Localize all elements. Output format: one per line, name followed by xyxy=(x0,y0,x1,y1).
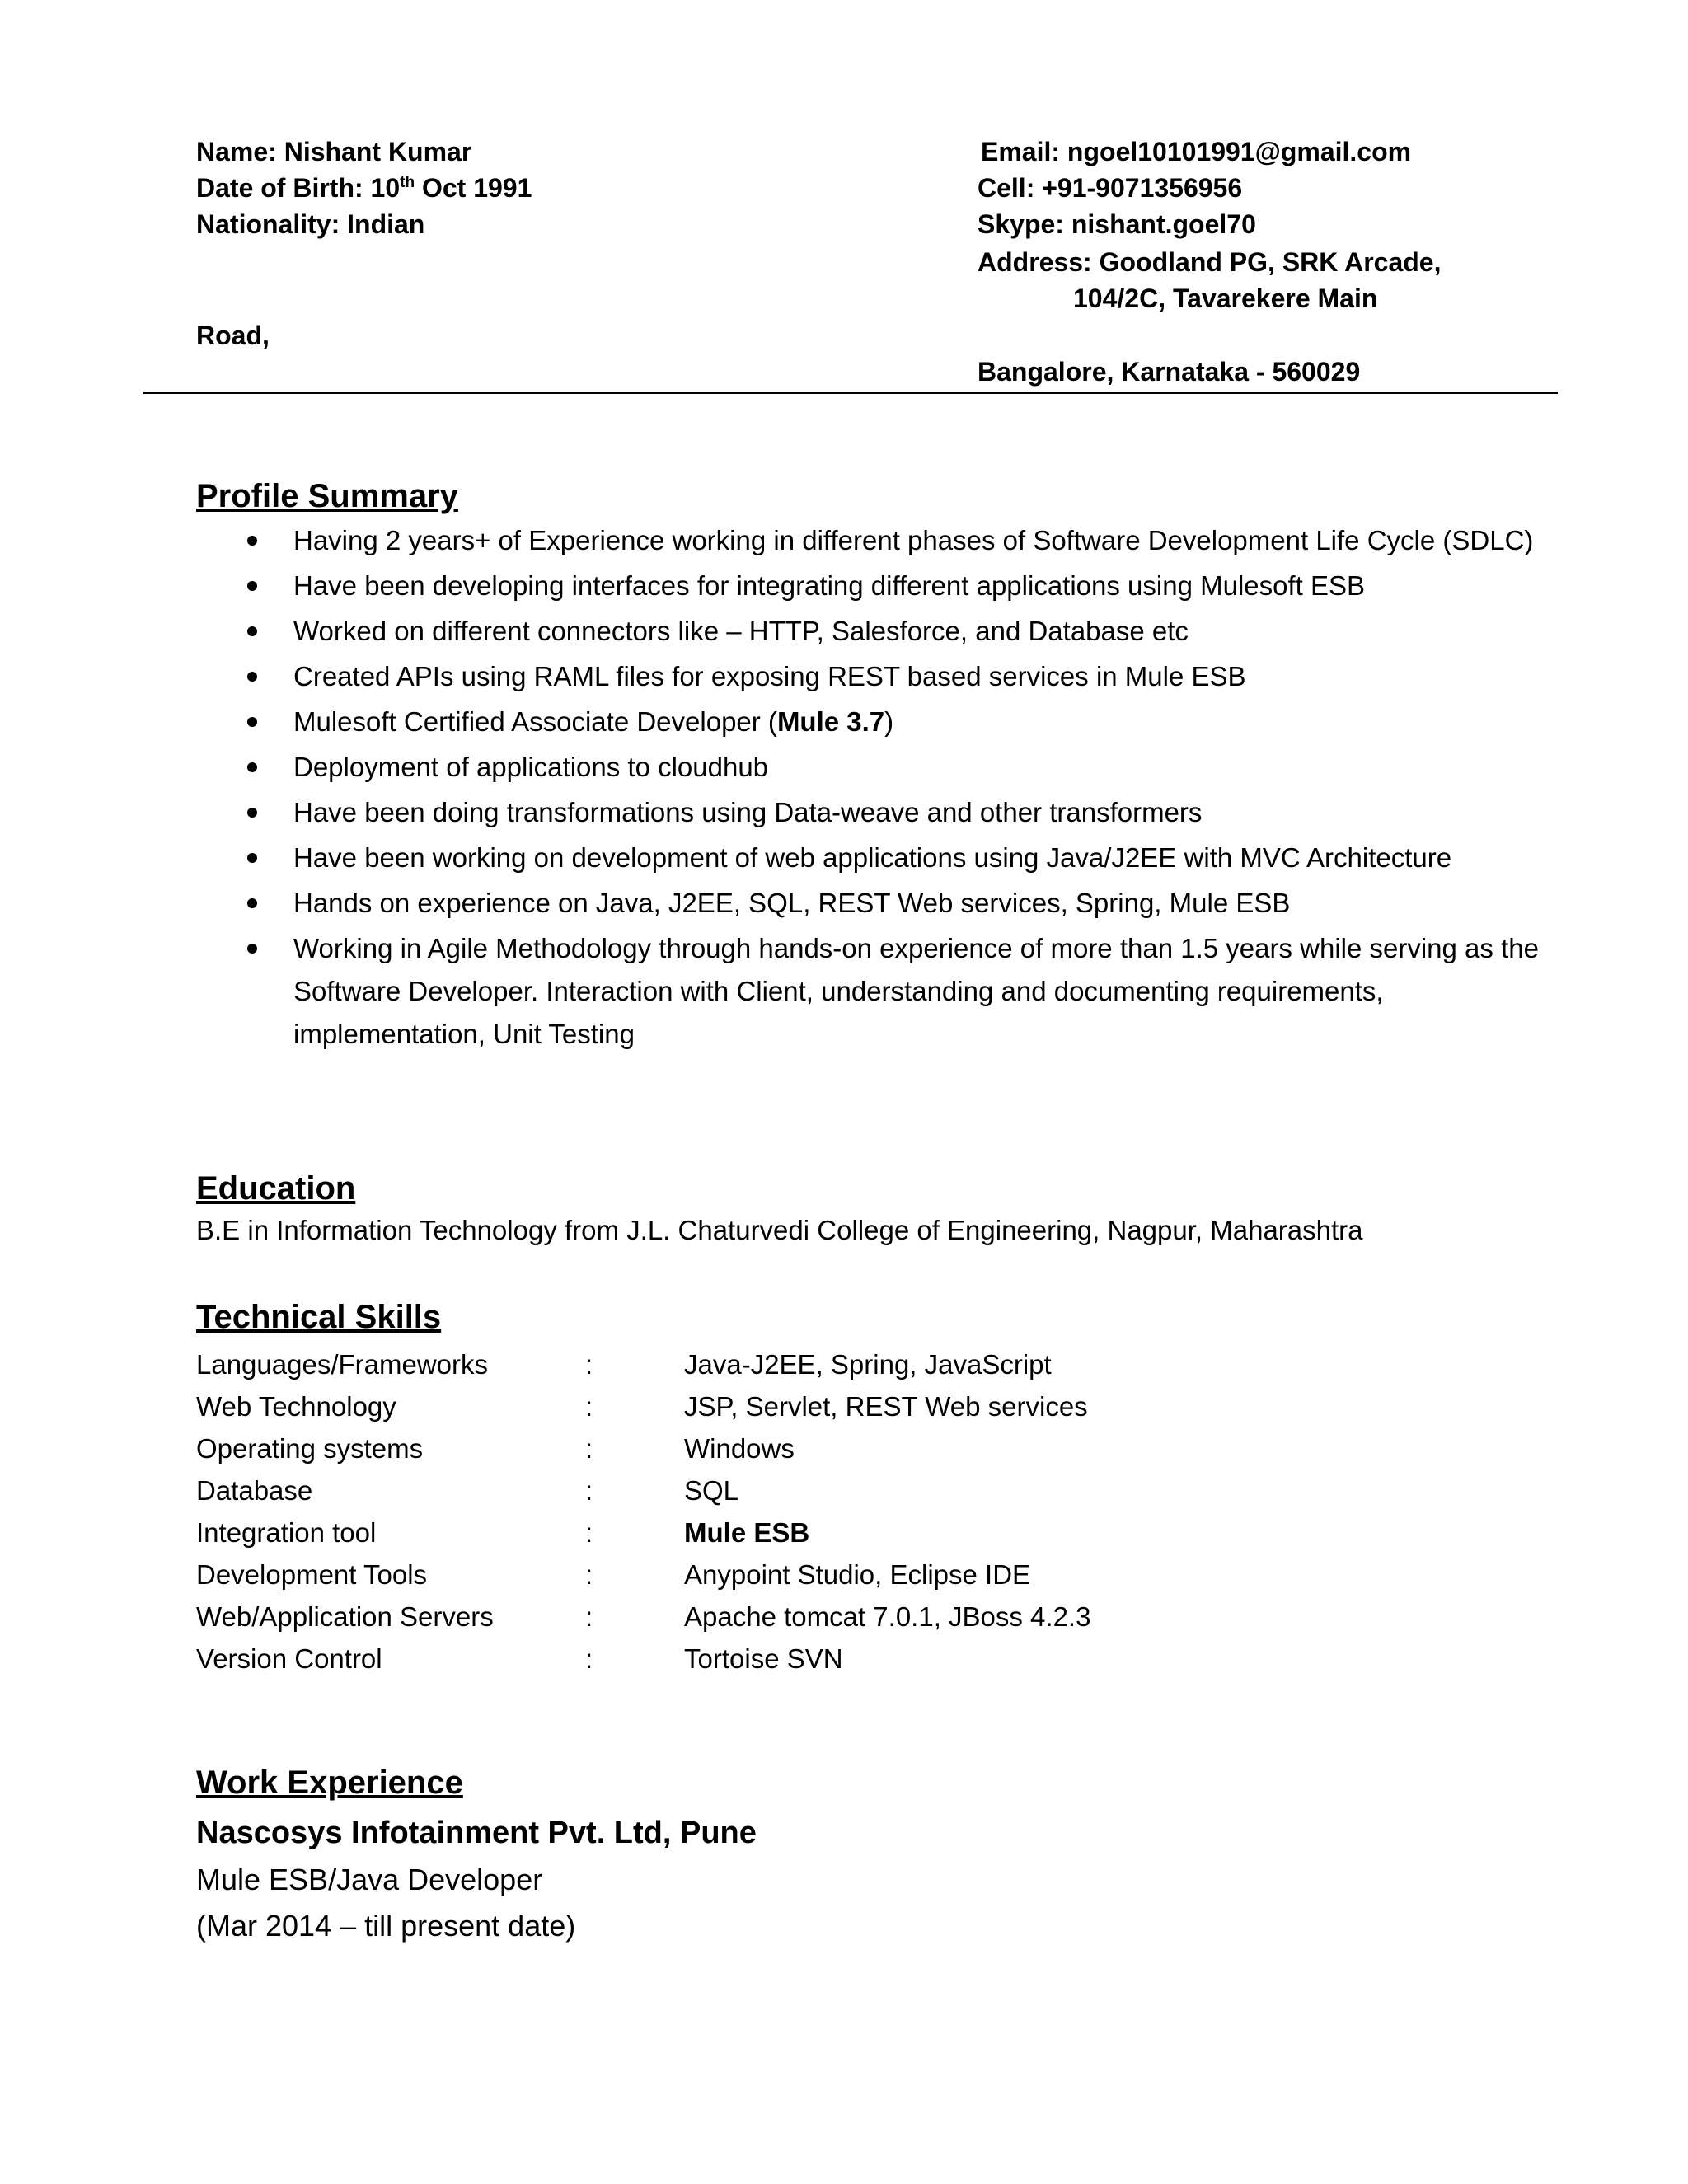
list-item-text: Having 2 years+ of Experience working in different phases of Software Development Life Cycle (SDLC) xyxy=(293,525,1534,555)
bullet-icon xyxy=(247,536,257,546)
skill-colon: : xyxy=(585,1349,593,1380)
skill-label: Languages/Frameworks xyxy=(196,1349,489,1380)
job-period: (Mar 2014 – till present date) xyxy=(196,1909,576,1943)
list-item xyxy=(196,655,1548,698)
list-item xyxy=(196,701,1548,743)
skill-value: Tortoise SVN xyxy=(684,1643,843,1674)
dob-suffix: Oct 1991 xyxy=(415,173,532,203)
list-item-text: Have been doing transformations using Data-weave and other transformers xyxy=(293,797,1203,827)
work-experience-title: Work Experience xyxy=(196,1765,463,1801)
list-item xyxy=(196,927,1548,1056)
skill-label: Integration tool xyxy=(196,1517,377,1548)
skill-colon: : xyxy=(585,1391,593,1422)
work-experience-section xyxy=(196,1761,1548,1949)
list-item xyxy=(196,519,1548,562)
skill-row xyxy=(196,1385,1548,1427)
address-line-1: Address: Goodland PG, SRK Arcade, xyxy=(978,247,1442,277)
skill-row xyxy=(196,1511,1548,1554)
technical-skills-title: Technical Skills xyxy=(196,1299,442,1335)
skill-row xyxy=(196,1554,1548,1596)
list-item-text: Working in Agile Methodology through hands-on experience of more than 1.5 years while serving as the Software Developer. Interaction with Client, understanding and documenting requirements, implementation, Unit Testing xyxy=(293,933,1539,1049)
skill-row xyxy=(196,1469,1548,1511)
address-road-fragment: Road, xyxy=(196,321,270,350)
list-item-text: Have been working on development of web applications using Java/J2EE with MVC Architecture xyxy=(293,842,1452,873)
profile-summary-title: Profile Summary xyxy=(196,478,458,514)
dob-prefix: Date of Birth: 10 xyxy=(196,173,401,203)
skill-label: Web/Application Servers xyxy=(196,1601,494,1632)
list-item xyxy=(196,565,1548,607)
skill-row xyxy=(196,1343,1548,1385)
bullet-icon xyxy=(247,853,257,863)
list-item xyxy=(196,882,1548,925)
skill-row xyxy=(196,1638,1548,1680)
skill-colon: : xyxy=(585,1643,593,1674)
skills-table xyxy=(196,1343,1548,1680)
list-item xyxy=(196,746,1548,789)
technical-skills-section xyxy=(196,1296,1548,1680)
list-item-text: Created APIs using RAML files for exposing REST based services in Mule ESB xyxy=(293,661,1246,691)
address-line-2: 104/2C, Tavarekere Main xyxy=(1073,284,1378,313)
skill-label: Web Technology xyxy=(196,1391,396,1422)
skill-value: JSP, Servlet, REST Web services xyxy=(684,1391,1088,1422)
skill-label: Database xyxy=(196,1475,313,1506)
header-divider xyxy=(143,392,1558,394)
profile-summary-section xyxy=(196,475,1548,1058)
bullet-icon xyxy=(247,898,257,908)
list-item-text: Worked on different connectors like – HTTP, Salesforce, and Database etc xyxy=(293,616,1189,646)
skill-value: Java-J2EE, Spring, JavaScript xyxy=(684,1349,1052,1380)
profile-summary-list xyxy=(196,519,1548,1056)
cell-line: Cell: +91-9071356956 xyxy=(978,173,1243,203)
name-line: Name: Nishant Kumar xyxy=(196,137,472,166)
skype-line: Skype: nishant.goel70 xyxy=(978,209,1256,239)
certification-version: Mule 3.7 xyxy=(776,706,885,737)
skill-value: SQL xyxy=(684,1475,739,1506)
list-item xyxy=(196,610,1548,653)
skill-colon: : xyxy=(585,1433,593,1464)
bullet-icon xyxy=(247,672,257,682)
list-item-text: Mulesoft Certified Associate Developer ( xyxy=(293,706,777,737)
list-item-text: Deployment of applications to cloudhub xyxy=(293,752,769,782)
skill-colon: : xyxy=(585,1559,593,1590)
list-item xyxy=(196,837,1548,879)
company-name: Nascosys Infotainment Pvt. Ltd, Pune xyxy=(196,1816,757,1850)
skill-value: Anypoint Studio, Eclipse IDE xyxy=(684,1559,1031,1590)
skill-value: Apache tomcat 7.0.1, JBoss 4.2.3 xyxy=(684,1601,1091,1632)
skill-colon: : xyxy=(585,1601,593,1632)
job-role: Mule ESB/Java Developer xyxy=(196,1863,543,1896)
skill-label: Version Control xyxy=(196,1643,382,1674)
list-item xyxy=(196,791,1548,834)
nationality-line: Nationality: Indian xyxy=(196,209,425,239)
address-line-3: Bangalore, Karnataka - 560029 xyxy=(978,357,1361,387)
education-section xyxy=(196,1167,1548,1251)
list-item-text: Hands on experience on Java, J2EE, SQL, REST Web services, Spring, Mule ESB xyxy=(293,888,1291,918)
skill-row xyxy=(196,1427,1548,1469)
dob-ordinal: th xyxy=(400,174,415,191)
list-item-text-end: ) xyxy=(884,706,894,737)
bullet-icon xyxy=(247,762,257,772)
bullet-icon xyxy=(247,626,257,636)
skill-label: Development Tools xyxy=(196,1559,428,1590)
skill-colon: : xyxy=(585,1517,593,1548)
bullet-icon xyxy=(247,808,257,818)
skill-row xyxy=(196,1596,1548,1638)
bullet-icon xyxy=(247,581,257,591)
education-title: Education xyxy=(196,1170,356,1207)
skill-value: Windows xyxy=(684,1433,795,1464)
dob-line xyxy=(196,170,532,206)
skill-value: Mule ESB xyxy=(684,1517,810,1548)
skill-label: Operating systems xyxy=(196,1433,424,1464)
education-text: B.E in Information Technology from J.L. Chaturvedi College of Engineering, Nagpur, Maharashtra xyxy=(196,1215,1363,1245)
bullet-icon xyxy=(247,944,257,954)
skill-colon: : xyxy=(585,1475,593,1506)
list-item-text: Have been developing interfaces for integrating different applications using Mulesoft ESB xyxy=(293,570,1366,601)
bullet-icon xyxy=(247,717,257,727)
email-line: Email: ngoel10101991@gmail.com xyxy=(981,137,1412,166)
